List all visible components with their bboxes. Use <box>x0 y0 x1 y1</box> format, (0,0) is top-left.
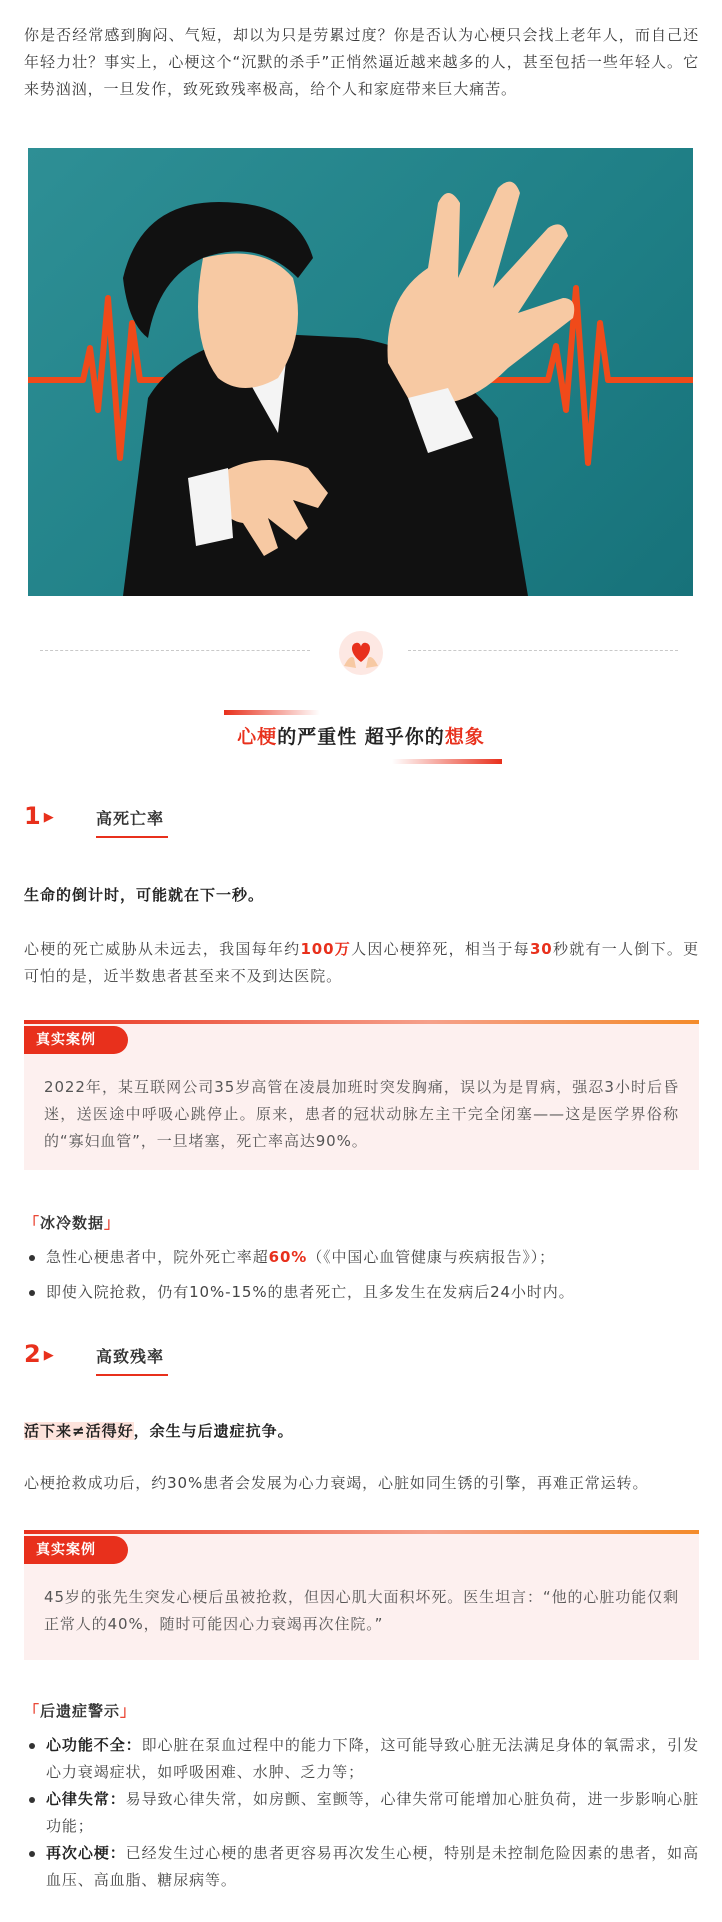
bullet-1-c: （《中国心血管健康与疾病报告》）； <box>307 1248 556 1266</box>
title-bar-top <box>224 710 320 715</box>
list-item <box>24 1732 699 1786</box>
man-right-hand <box>388 182 575 404</box>
man-face <box>198 254 298 389</box>
sequelae-bracket-close: 」 <box>120 1702 137 1720</box>
sequelae-label: 后遗症警示 <box>40 1702 121 1720</box>
subsection-1-underline <box>96 836 168 838</box>
subsection-1-title: 高死亡率 <box>96 809 165 828</box>
section-title-mid: 的严重性 超乎你的 <box>277 726 445 748</box>
s1-para-e: 秒就有一人倒下。更可怕的是，近半数患者甚至来不及到达医院。 <box>24 940 699 985</box>
section-title <box>220 722 502 749</box>
case-text-2: 45岁的张先生突发心梗后虽被抢救，但因心肌大面积坏死。医生坦言：“他的心脏功能仅剩正常人的40%，随时可能因心力衰竭再次住院。” <box>44 1588 679 1633</box>
case-box-2 <box>24 1530 699 1660</box>
sequelae-bracket-open: 「 <box>24 1702 41 1720</box>
subsection-2-underline <box>96 1374 168 1376</box>
s1-para-c: 人因心梗猝死，相当于每 <box>351 940 530 958</box>
case-box-1 <box>24 1020 699 1170</box>
sequelae-3-desc: 已经发生过心梗的患者更容易再次发生心梗，特别是未控制危险因素的患者，如高血压、高血脂、糖尿病等。 <box>46 1844 699 1889</box>
intro-paragraph: 你是否经常感到胸闷、气短，却以为只是劳累过度？你是否认为心梗只会找上老年人，而自己还年轻力壮？事实上，心梗这个“沉默的杀手”正悄然逼近越来越多的人，甚至包括一些年轻人。它来势汹汹，一旦发作，致死致残率极高，给个人和家庭带来巨大痛苦。 <box>24 26 699 98</box>
bullet-2-a: 即使入院抢救，仍有10%-15%的患者死亡，且多发生在发病后24小时内。 <box>46 1283 575 1301</box>
s1-paragraph <box>24 936 699 990</box>
s1-para-d: 30 <box>529 940 553 958</box>
s1-para-a: 心梗的死亡威胁从未远去，我国每年约 <box>24 940 301 958</box>
sequelae-list <box>24 1732 699 1894</box>
title-bar-bottom <box>392 759 502 764</box>
s1-para-b: 100万 <box>300 940 352 958</box>
list-item <box>24 1786 699 1840</box>
hero-illustration <box>28 148 693 596</box>
section-title-red-2: 想象 <box>444 726 485 748</box>
case-text-1: 2022年，某互联网公司35岁高管在凌晨加班时突发胸痛，误以为是胃病，强忍3小时后昏迷，送医途中呼吸心跳停止。原来，患者的冠状动脉左主干完全闭塞——这是医学界俗称的“寡妇血管”，一旦堵塞，死亡率高达90%。 <box>44 1078 679 1150</box>
s2-bold-line <box>24 1420 294 1441</box>
divider-left <box>40 650 310 651</box>
divider-right <box>408 650 678 651</box>
bullet-1-b: 60% <box>268 1248 308 1266</box>
s2-bold-highlight: 活下来≠活得好 <box>24 1422 134 1440</box>
chest-pain-man-image <box>28 148 693 596</box>
s2-paragraph: 心梗抢救成功后，约30%患者会发展为心力衰竭，心脏如同生锈的引擎，再难正常运转。 <box>24 1474 649 1492</box>
sequelae-1-desc: 即心脏在泵血过程中的能力下降，这可能导致心脏无法满足身体的氧需求，引发心力衰竭症状，如呼吸困难、水肿、乏力等； <box>46 1736 699 1781</box>
cold-data-bracket-close: 」 <box>104 1214 121 1232</box>
cold-data-title <box>24 1212 120 1233</box>
case-box-1-topline <box>24 1020 699 1024</box>
s1-bold-line: 生命的倒计时，可能就在下一秒。 <box>24 886 265 904</box>
cold-data-list <box>24 1244 699 1306</box>
sequelae-2-term: 心律失常： <box>46 1790 126 1808</box>
cold-data-label: 冰冷数据 <box>40 1214 105 1232</box>
s2-bold-rest: ，余生与后遗症抗争。 <box>133 1422 294 1440</box>
section-number-2 <box>24 1340 54 1368</box>
section-number-1 <box>24 802 54 830</box>
heart-hands-icon <box>336 628 386 678</box>
subsection-2-title: 高致残率 <box>96 1347 165 1366</box>
list-item <box>24 1840 699 1894</box>
case-tag-1: 真实案例 <box>24 1026 128 1054</box>
man-cuff <box>188 468 233 546</box>
section-title-block <box>220 710 502 764</box>
sequelae-1-term: 心功能不全： <box>46 1736 142 1754</box>
play-arrow-icon: ▶ <box>43 809 54 825</box>
section-1-number: 1 <box>24 802 41 830</box>
sequelae-title <box>24 1700 136 1721</box>
list-item <box>24 1244 699 1271</box>
cold-data-bracket-open: 「 <box>24 1214 41 1232</box>
case-tag-2: 真实案例 <box>24 1536 128 1564</box>
play-arrow-icon: ▶ <box>43 1347 54 1363</box>
sequelae-2-desc: 易导致心律失常，如房颤、室颤等，心律失常可能增加心脏负荷，进一步影响心脏功能； <box>46 1790 699 1835</box>
bullet-1-a: 急性心梗患者中，院外死亡率超 <box>46 1248 269 1266</box>
section-2-number: 2 <box>24 1340 41 1368</box>
sequelae-3-term: 再次心梗： <box>46 1844 126 1862</box>
list-item <box>24 1279 699 1306</box>
case-box-2-topline <box>24 1530 699 1534</box>
section-title-red-1: 心梗 <box>237 726 278 748</box>
